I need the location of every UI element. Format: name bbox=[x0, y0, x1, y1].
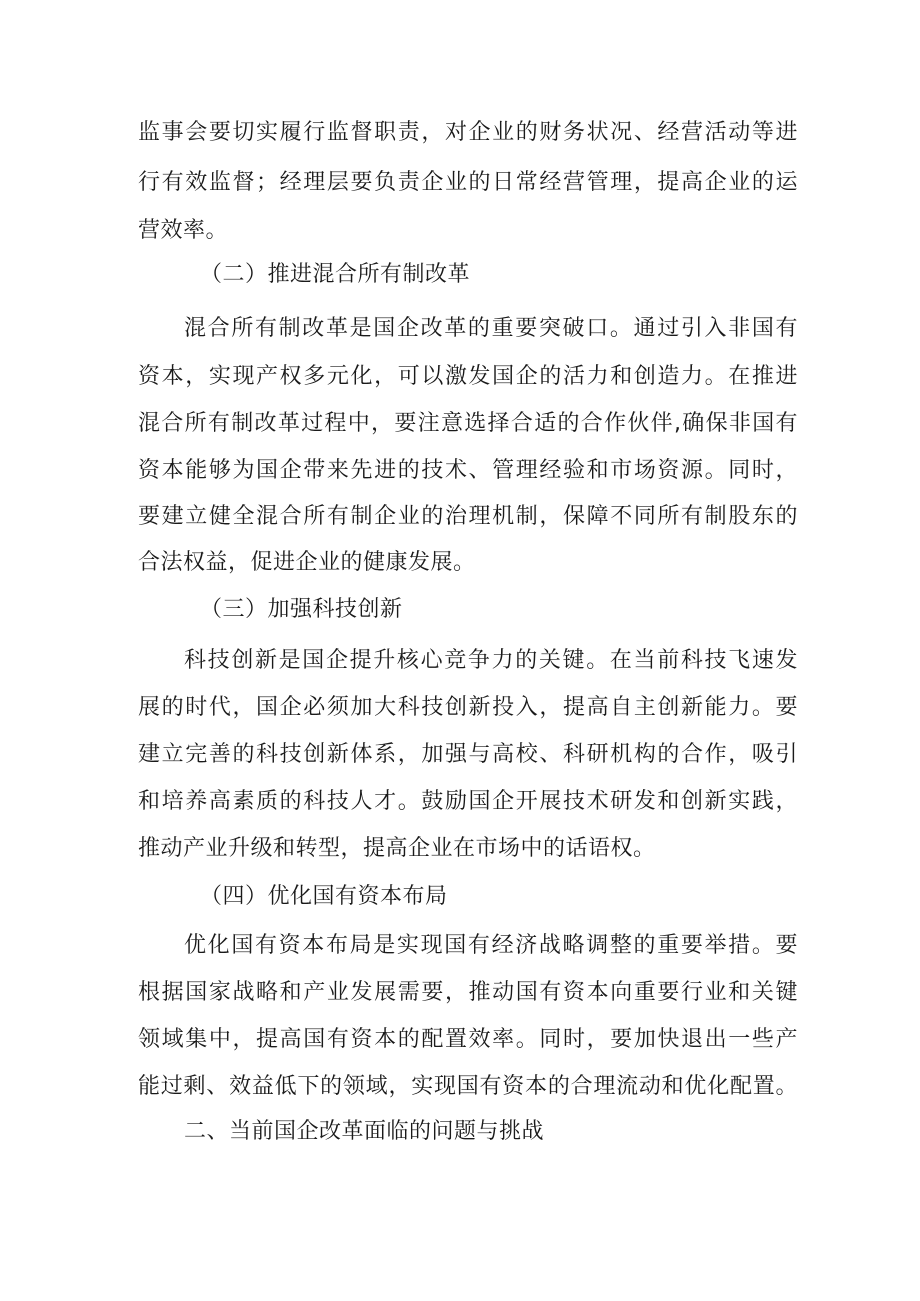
subheading-capital-layout: （四）优化国有资本布局 bbox=[200, 884, 448, 909]
paragraph-3-line-4: 和培养高素质的科技人才。鼓励国企开展技术研发和创新实践， bbox=[138, 789, 798, 814]
paragraph-4-line-3: 领域集中，提高国有资本的配置效率。同时，要加快退出一些产 bbox=[138, 1027, 798, 1052]
subheading-mixed-ownership: （二）推进混合所有制改革 bbox=[200, 262, 471, 287]
paragraph-2-line-5: 要建立健全混合所有制企业的治理机制，保障不同所有制股东的 bbox=[138, 504, 798, 529]
paragraph-2-line-1: 混合所有制改革是国企改革的重要突破口。通过引入非国有 bbox=[184, 316, 798, 341]
paragraph-4-line-4: 能过剩、效益低下的领域，实现国有资本的合理流动和优化配置。 bbox=[138, 1074, 798, 1099]
paragraph-2-line-4: 资本能够为国企带来先进的技术、管理经验和市场资源。同时， bbox=[138, 458, 798, 483]
paragraph-1-line-2: 行有效监督；经理层要负责企业的日常经营管理，提高企业的运 bbox=[138, 170, 798, 195]
paragraph-1-line-3: 营效率。 bbox=[138, 218, 229, 243]
paragraph-2-line-6: 合法权益，促进企业的健康发展。 bbox=[138, 550, 476, 575]
paragraph-3-line-3: 建立完善的科技创新体系，加强与高校、科研机构的合作，吸引 bbox=[138, 742, 798, 767]
paragraph-2-line-2: 资本，实现产权多元化，可以激发国企的活力和创造力。在推进 bbox=[138, 364, 798, 389]
paragraph-3-line-2: 展的时代，国企必须加大科技创新投入，提高自主创新能力。要 bbox=[138, 695, 798, 720]
paragraph-4-line-1: 优化国有资本布局是实现国有经济战略调整的重要举措。要 bbox=[184, 933, 798, 958]
paragraph-2-line-3: 混合所有制改革过程中，要注意选择合适的合作伙伴,确保非国有 bbox=[138, 411, 798, 436]
paragraph-3-line-1: 科技创新是国企提升核心竞争力的关键。在当前科技飞速发 bbox=[184, 648, 798, 673]
paragraph-3-line-5: 推动产业升级和转型，提高企业在市场中的话语权。 bbox=[138, 836, 656, 861]
paragraph-4-line-2: 根据国家战略和产业发展需要，推动国有资本向重要行业和关键 bbox=[138, 980, 798, 1005]
subheading-tech-innovation: （三）加强科技创新 bbox=[200, 597, 403, 622]
paragraph-1-line-1: 监事会要切实履行监督职责，对企业的财务状况、经营活动等进 bbox=[138, 120, 798, 145]
section-title-problems-challenges: 二、当前国企改革面临的问题与挑战 bbox=[184, 1119, 545, 1144]
